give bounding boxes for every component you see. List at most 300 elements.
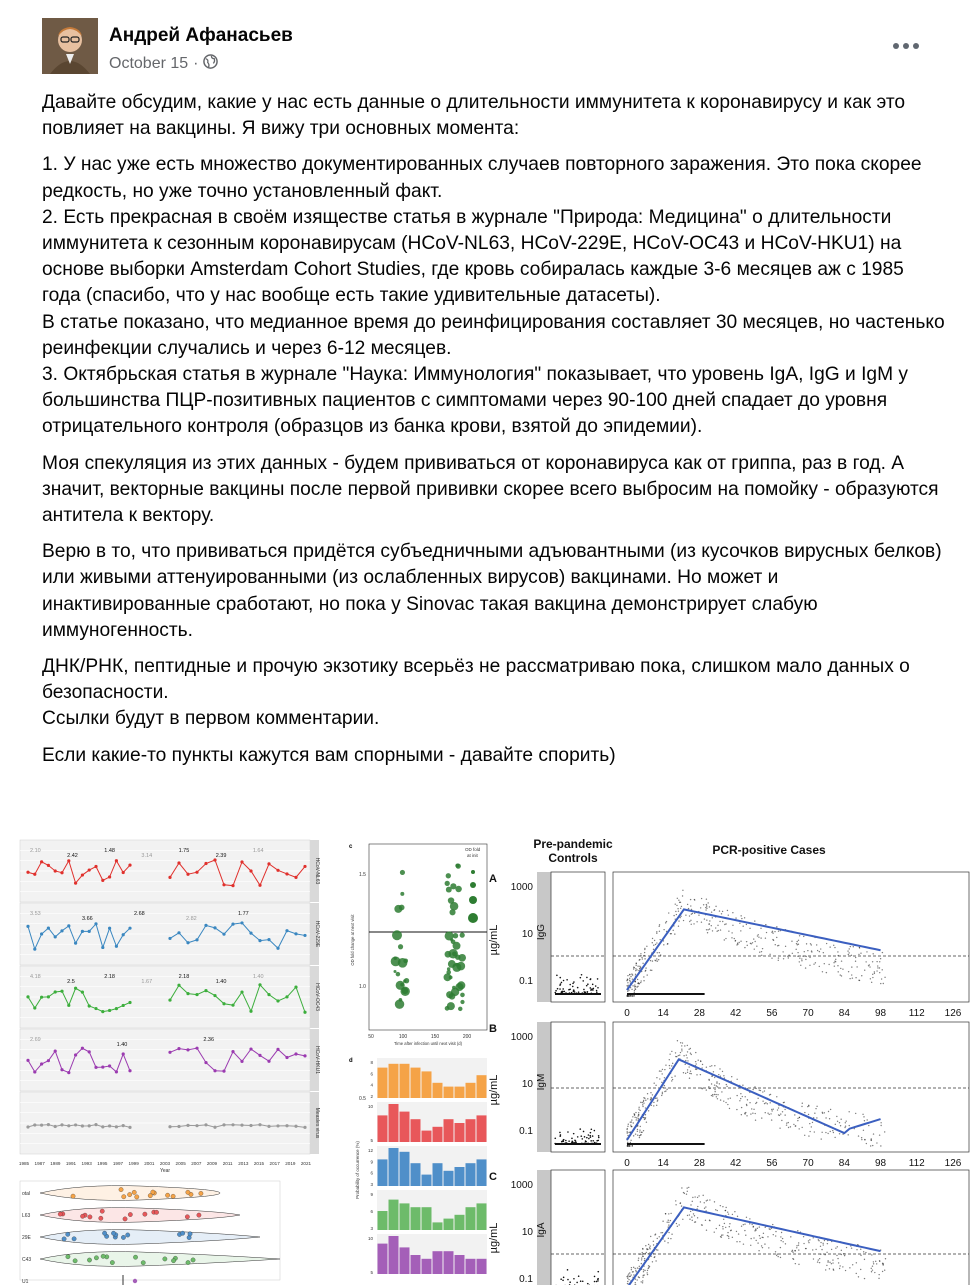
case-point <box>837 965 838 966</box>
hist-tick-label: 3 <box>370 1182 373 1187</box>
case-point <box>714 1084 715 1085</box>
year-tick-label: 2005 <box>176 1161 187 1166</box>
series-point <box>115 1070 118 1073</box>
case-point <box>668 1224 669 1225</box>
case-point <box>762 1237 763 1238</box>
series-point <box>108 1124 111 1127</box>
case-point <box>777 1253 778 1254</box>
case-point <box>838 971 839 972</box>
hist-tick-label: 3 <box>370 1226 373 1231</box>
case-point <box>648 1268 649 1269</box>
case-point <box>694 899 695 900</box>
case-point <box>639 1253 640 1254</box>
case-point <box>643 955 644 956</box>
case-point <box>641 957 642 958</box>
series-point <box>81 1047 84 1050</box>
case-point <box>725 938 726 939</box>
more-horizontal-icon <box>893 43 899 49</box>
case-point <box>782 1238 783 1239</box>
case-point <box>775 944 776 945</box>
case-point <box>683 1192 684 1193</box>
case-point <box>736 1231 737 1232</box>
case-point <box>656 942 657 943</box>
annotation-label: 2.36 <box>203 1037 214 1043</box>
hist-tick-label: 12 <box>368 1148 374 1153</box>
violin-point <box>80 1214 84 1218</box>
case-point <box>712 930 713 931</box>
control-point <box>576 1282 578 1284</box>
year-tick-label: 2001 <box>144 1161 155 1166</box>
series-point <box>222 933 225 936</box>
legend-bubble <box>471 870 475 874</box>
series-point <box>177 984 180 987</box>
violin-point <box>71 1194 75 1198</box>
case-point <box>788 1127 789 1128</box>
avatar[interactable] <box>42 18 98 74</box>
case-point <box>799 1117 800 1118</box>
series-point <box>40 1123 43 1126</box>
case-point <box>639 1135 640 1136</box>
series-point <box>101 1065 104 1068</box>
case-point <box>727 1104 728 1105</box>
year-tick-label: 2021 <box>301 1161 312 1166</box>
series-point <box>33 1123 36 1126</box>
case-point <box>627 1283 628 1284</box>
case-point <box>681 1045 682 1046</box>
case-point <box>876 970 877 971</box>
hist-tick-label: 4 <box>370 1083 373 1088</box>
series-point <box>222 1123 225 1126</box>
hist-bar <box>422 1131 432 1142</box>
x-tick-label: 0 <box>624 1008 630 1019</box>
series-point <box>101 879 104 882</box>
case-point <box>627 1278 628 1279</box>
case-point <box>706 1067 707 1068</box>
case-point <box>628 1124 629 1125</box>
case-point <box>822 1243 823 1244</box>
case-point <box>769 1229 770 1230</box>
case-point <box>680 908 681 909</box>
case-point <box>723 1219 724 1220</box>
hist-bar <box>400 1064 410 1098</box>
case-point <box>836 1116 837 1117</box>
case-point <box>772 939 773 940</box>
case-point <box>769 1114 770 1115</box>
case-point <box>804 1112 805 1113</box>
violin-point <box>111 1231 115 1235</box>
case-point <box>764 1243 765 1244</box>
case-point <box>757 1242 758 1243</box>
case-point <box>816 1117 817 1118</box>
annotation-label: 3.53 <box>30 911 41 917</box>
case-point <box>675 1204 676 1205</box>
case-point <box>815 1249 816 1250</box>
case-point <box>678 926 679 927</box>
series-point <box>88 930 91 933</box>
case-point <box>665 1213 666 1214</box>
case-point <box>689 1073 690 1074</box>
case-point <box>670 1220 671 1221</box>
case-point <box>632 978 633 979</box>
case-point <box>730 1098 731 1099</box>
case-point <box>877 967 878 968</box>
series-point <box>177 861 180 864</box>
hist-tick-label: 9 <box>370 1159 373 1164</box>
control-point <box>579 1128 581 1130</box>
case-point <box>743 1224 744 1225</box>
series-point <box>240 990 243 993</box>
control-point <box>589 1135 591 1137</box>
case-point <box>640 980 641 981</box>
case-point <box>630 1142 631 1143</box>
case-point <box>808 1105 809 1106</box>
case-point <box>752 1113 753 1114</box>
scatter-point <box>393 970 396 973</box>
series-point <box>249 1047 252 1050</box>
case-point <box>706 905 707 906</box>
case-point <box>631 973 632 974</box>
case-point <box>690 1204 691 1205</box>
case-point <box>680 1042 681 1043</box>
hist-bar <box>466 1259 476 1274</box>
violin-point <box>151 1190 155 1194</box>
case-point <box>757 1228 758 1229</box>
case-point <box>882 1271 883 1272</box>
hist-bar <box>389 1200 399 1230</box>
case-point <box>721 1235 722 1236</box>
annotation-label: 2.82 <box>186 916 197 922</box>
control-point <box>564 991 566 993</box>
case-point <box>816 944 817 945</box>
case-point <box>805 1248 806 1249</box>
more-options-button[interactable] <box>888 30 924 62</box>
series-point <box>267 1125 270 1128</box>
case-point <box>873 1133 874 1134</box>
annotation-label: 1.67 <box>141 979 152 985</box>
case-point <box>656 1105 657 1106</box>
series-point <box>258 1123 261 1126</box>
case-point <box>795 949 796 950</box>
post-date[interactable]: October 15 <box>109 55 188 73</box>
series-point <box>231 923 234 926</box>
case-point <box>631 1126 632 1127</box>
case-point <box>790 1126 791 1127</box>
strip-label: HCoV-HKU1 <box>314 1046 320 1074</box>
case-point <box>751 1108 752 1109</box>
x-tick-label: 100 <box>399 1034 408 1040</box>
case-point <box>796 1245 797 1246</box>
series-point <box>204 989 207 992</box>
case-point <box>742 1085 743 1086</box>
control-point <box>573 1133 575 1135</box>
case-point <box>851 966 852 967</box>
case-point <box>820 948 821 949</box>
control-point <box>567 1279 569 1281</box>
case-point <box>811 951 812 952</box>
case-point <box>642 1282 643 1283</box>
control-point <box>573 989 575 991</box>
case-point <box>829 1268 830 1269</box>
case-point <box>825 1132 826 1133</box>
series-point <box>186 1048 189 1051</box>
case-point <box>840 968 841 969</box>
case-point <box>835 961 836 962</box>
case-point <box>837 1246 838 1247</box>
case-point <box>863 1251 864 1252</box>
case-point <box>830 1109 831 1110</box>
case-point <box>675 1056 676 1057</box>
case-point <box>642 963 643 964</box>
case-point <box>720 1099 721 1100</box>
author-name[interactable]: Андрей Афанасьев <box>109 25 293 47</box>
case-point <box>656 958 657 959</box>
control-point <box>565 1140 567 1142</box>
case-point <box>708 923 709 924</box>
case-point <box>736 1095 737 1096</box>
control-point <box>586 1137 588 1139</box>
case-point <box>727 910 728 911</box>
hist-bar <box>411 1068 421 1098</box>
case-point <box>693 923 694 924</box>
case-point <box>689 1219 690 1220</box>
series-point <box>258 983 261 986</box>
case-point <box>633 1274 634 1275</box>
case-point <box>796 1247 797 1248</box>
case-point <box>814 1131 815 1132</box>
case-point <box>705 909 706 910</box>
series-point <box>33 947 36 950</box>
case-point <box>782 1111 783 1112</box>
case-point <box>633 968 634 969</box>
series-point <box>47 1123 50 1126</box>
series-point <box>267 938 270 941</box>
series-point <box>285 1056 288 1059</box>
control-point <box>554 1137 556 1139</box>
series-point <box>74 987 77 990</box>
case-point <box>820 1246 821 1247</box>
violin-point <box>58 1212 62 1216</box>
case-point <box>655 944 656 945</box>
case-point <box>728 914 729 915</box>
case-point <box>833 1269 834 1270</box>
case-point <box>879 967 880 968</box>
control-point <box>594 1276 596 1278</box>
case-point <box>724 939 725 940</box>
case-point <box>627 1145 628 1146</box>
case-point <box>654 1234 655 1235</box>
hist-bar <box>466 1083 476 1098</box>
timeseries-chart <box>20 840 347 1280</box>
case-point <box>688 1066 689 1067</box>
violin-point <box>180 1231 184 1235</box>
case-point <box>744 1230 745 1231</box>
control-point <box>571 1138 573 1140</box>
y-tick-label: 10 <box>522 1079 534 1090</box>
case-point <box>642 1256 643 1257</box>
case-point <box>695 1061 696 1062</box>
hist-bar <box>477 1203 487 1230</box>
series-point <box>231 1004 234 1007</box>
case-point <box>798 1128 799 1129</box>
case-point <box>740 930 741 931</box>
series-point <box>122 1004 125 1007</box>
y-tick-label: 1000 <box>511 1180 534 1191</box>
y-tick-label: 1000 <box>511 1032 534 1043</box>
case-point <box>759 1226 760 1227</box>
case-point <box>629 980 630 981</box>
case-point <box>696 1074 697 1075</box>
control-point <box>577 1136 579 1138</box>
case-point <box>749 1102 750 1103</box>
year-tick-label: 2015 <box>254 1161 265 1166</box>
case-point <box>674 1075 675 1076</box>
case-point <box>761 955 762 956</box>
case-point <box>707 929 708 930</box>
case-point <box>728 1213 729 1214</box>
violin-point <box>135 1195 139 1199</box>
case-point <box>664 1077 665 1078</box>
violin-point <box>101 1254 105 1258</box>
hist-bar <box>411 1163 421 1186</box>
case-point <box>805 959 806 960</box>
violin-point <box>126 1233 130 1237</box>
case-point <box>719 921 720 922</box>
case-point <box>722 911 723 912</box>
case-point <box>634 1117 635 1118</box>
case-point <box>644 1098 645 1099</box>
case-point <box>664 1085 665 1086</box>
case-point <box>677 898 678 899</box>
case-point <box>818 1239 819 1240</box>
case-point <box>820 1242 821 1243</box>
case-point <box>653 1253 654 1254</box>
case-point <box>879 961 880 962</box>
case-point <box>839 1133 840 1134</box>
case-point <box>646 1249 647 1250</box>
case-point <box>871 1268 872 1269</box>
case-point <box>746 1217 747 1218</box>
case-point <box>859 947 860 948</box>
strip-label: IgA <box>536 1222 547 1237</box>
series-point <box>258 884 261 887</box>
series-point <box>168 1125 171 1128</box>
panel-letter: A <box>489 873 497 885</box>
case-point <box>752 942 753 943</box>
case-point <box>780 1113 781 1114</box>
series-point <box>74 1053 77 1056</box>
case-point <box>831 1249 832 1250</box>
scatter-point <box>460 933 465 938</box>
case-point <box>662 1232 663 1233</box>
case-point <box>661 1095 662 1096</box>
case-point <box>726 1084 727 1085</box>
case-point <box>829 946 830 947</box>
case-point <box>704 1202 705 1203</box>
case-point <box>780 1236 781 1237</box>
case-point <box>724 1223 725 1224</box>
case-point <box>778 945 779 946</box>
strip-label: Measles virus <box>314 1108 320 1139</box>
case-point <box>869 966 870 967</box>
case-point <box>747 1099 748 1100</box>
case-point <box>756 1102 757 1103</box>
scatter-point <box>394 957 397 960</box>
case-point <box>678 900 679 901</box>
control-point <box>586 985 588 987</box>
case-point <box>778 957 779 958</box>
series-point <box>168 998 171 1001</box>
case-point <box>858 954 859 955</box>
case-point <box>767 1236 768 1237</box>
case-point <box>735 917 736 918</box>
series-point <box>88 868 91 871</box>
case-point <box>721 913 722 914</box>
case-point <box>848 1111 849 1112</box>
case-point <box>809 1131 810 1132</box>
case-point <box>641 1259 642 1260</box>
violin-point <box>143 1212 147 1216</box>
case-point <box>657 1100 658 1101</box>
case-point <box>653 1241 654 1242</box>
case-point <box>639 1266 640 1267</box>
case-point <box>840 974 841 975</box>
case-point <box>643 980 644 981</box>
control-point <box>592 1140 594 1142</box>
case-point <box>637 979 638 980</box>
case-point <box>658 959 659 960</box>
case-point <box>681 1205 682 1206</box>
case-point <box>694 1215 695 1216</box>
case-point <box>662 1221 663 1222</box>
case-point <box>711 1065 712 1066</box>
case-point <box>764 1090 765 1091</box>
x-tick-label: 50 <box>368 1034 374 1040</box>
case-point <box>683 920 684 921</box>
case-point <box>872 974 873 975</box>
case-point <box>708 1079 709 1080</box>
series-point <box>94 922 97 925</box>
case-point <box>801 1106 802 1107</box>
case-point <box>762 1091 763 1092</box>
case-point <box>630 995 631 996</box>
case-point <box>824 1240 825 1241</box>
post-image[interactable] <box>0 826 970 1280</box>
case-point <box>783 958 784 959</box>
case-point <box>648 1110 649 1111</box>
case-point <box>691 1073 692 1074</box>
case-point <box>644 1258 645 1259</box>
case-point <box>872 1269 873 1270</box>
case-point <box>706 904 707 905</box>
case-point <box>639 1137 640 1138</box>
case-point <box>638 1107 639 1108</box>
case-point <box>799 961 800 962</box>
post-header <box>42 18 942 78</box>
hist-bar <box>389 1148 399 1186</box>
case-point <box>651 1105 652 1106</box>
case-point <box>653 949 654 950</box>
hist-bar <box>378 1068 388 1098</box>
hist-bar <box>389 1104 399 1142</box>
series-point <box>276 869 279 872</box>
case-point <box>755 1120 756 1121</box>
case-point <box>761 1245 762 1246</box>
case-point <box>668 1222 669 1223</box>
case-point <box>754 941 755 942</box>
case-point <box>836 1255 837 1256</box>
case-point <box>714 1094 715 1095</box>
case-point <box>720 929 721 930</box>
